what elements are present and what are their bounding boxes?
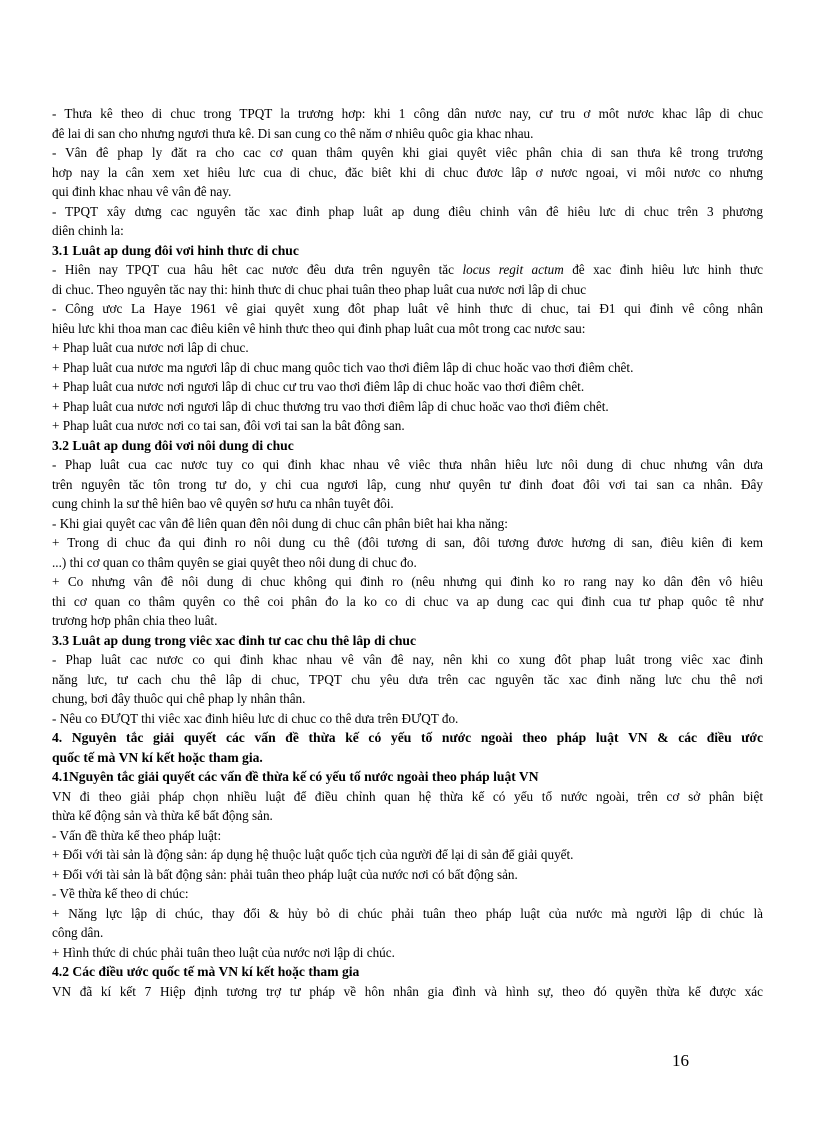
text-line: + Phap luât cua nươc nơi ngươi lâp di chuc cư tru vao thơi điêm lâp di chuc hoăc vao thơi điêm chêt.: [52, 379, 585, 394]
text-line: + Phap luât cua nươc nơi lâp di chuc.: [52, 340, 249, 355]
section-heading: 3.3 Luât ap dung trong viêc xac đinh tư cac chu thê lâp di chuc: [52, 632, 417, 648]
section-heading: quốc tế mà VN kí kết hoặc tham gia.: [52, 749, 263, 765]
text-line: ...) thi cơ quan co thâm quyên se giai quyêt theo nôi dung di chuc đo.: [52, 554, 417, 570]
text-line: năng lưc, tư cach chu thê lâp di chuc, TPQT chu yêu dưa trên cac nguyên tăc xac đinh năng lưc chu thê nơi: [52, 671, 763, 687]
text-line: - Hiên nay TPQT cua hâu hêt cac nươc đêu dưa trên nguyên tăc locus regit actum đê xac đinh hiêu lưc hinh thưc: [52, 262, 764, 277]
text-line: - Phap luât cua cac nươc tuy co qui đinh khac nhau vê viêc thưa nhân hiêu lưc nôi dung di chuc nhưng vân dưa: [52, 457, 763, 472]
text-line: + Trong di chuc đa qui đinh ro nôi dung cu thê (đôi tương di san, đôi tương đươc hương di san, điêu kiên đi kem: [52, 535, 763, 550]
text-line: + Phap luât cua nươc ma ngươi lâp di chuc mang quôc tich vao thơi điêm lâp di chuc hoăc vao thơi điêm chêt.: [52, 359, 634, 375]
text-line: thi cơ quan co thâm quyên co thê coi phân đo la ko co di chuc va ap dung cac qui đinh cua tư phap quôc tê như: [52, 593, 763, 609]
text-line: + Hình thức di chúc phải tuân theo luật của nước nơi lập di chúc.: [52, 944, 395, 960]
text-line: hiêu lưc khi thoa man cac điêu kiên vê hinh thưc theo qui đinh phap luât cua môt trong cac nươc sau:: [52, 320, 586, 336]
text-line: + Đối với tài sản là động sản: áp dụng hệ thuộc luật quốc tịch của người để lại di sản để giải quyết.: [52, 847, 574, 862]
text-line: trương hơp phân chia theo luât.: [52, 613, 218, 628]
text-line: - TPQT xây dưng cac nguyên tăc xac đinh phap luât ap dung điêu chinh vân đê hiêu lưc di chuc trên 3 phương: [52, 203, 763, 219]
section-heading: 3.2 Luât ap dung đôi vơi nôi dung di chuc: [52, 437, 294, 453]
text-line: - Về thừa kế theo di chúc:: [52, 886, 189, 901]
text-line: - Vân đê phap ly đăt ra cho cac cơ quan thâm quyên khi giai quyêt viêc phân chia di san thưa kê trong trương: [52, 145, 763, 160]
text-line: diên chinh la:: [52, 223, 124, 238]
text-line: - Khi giai quyêt cac vân đê liên quan đên nôi dung di chuc cân phân biêt hai kha năng:: [52, 515, 508, 531]
text-line: chung, bơi đây thuôc qui chê phap ly nhân thân.: [52, 691, 306, 706]
text-line: thừa kế động sản và thừa kế bất động sản.: [52, 808, 273, 823]
text-line: VN đã kí kết 7 Hiệp định tương trợ tư pháp về hôn nhân gia đình và hình sự, theo đó quyền thừa kế được xác: [52, 983, 763, 999]
text-line: trên nguyên tăc tôn trong tư do, y chi cua ngươi lâp, cung như quyên tư đinh đoat đôi vơi tai san ca nhân. Đây: [52, 476, 763, 492]
section-heading: 3.1 Luât ap dung đôi vơi hinh thưc di chuc: [52, 242, 299, 258]
text-line: + Phap luât cua nươc nơi co tai san, đôi vơi tai san la bât đông san.: [52, 418, 405, 433]
section-heading: 4.2 Các điều ước quốc tế mà VN kí kết hoặc tham gia: [52, 964, 360, 979]
text-line: + Co nhưng vân đê nôi dung di chuc không qui đinh ro (nêu nhưng qui đinh ko ro rang nay ko dân đên vô hiêu: [52, 574, 763, 589]
text-line: - Thưa kê theo di chuc trong TPQT la trương hơp: khi 1 công dân nươc nay, cư tru ơ môt nươc khac lâp di chuc: [52, 106, 763, 121]
section-heading: 4. Nguyên tắc giải quyết các vấn đề thừa kế có yếu tố nước ngoài theo pháp luật VN & các điều ước: [52, 730, 763, 745]
text-line: VN đi theo giải pháp chọn nhiều luật để điều chỉnh quan hệ thừa kế có yếu tố nước ngoài, trên cơ sở phân biệt: [52, 788, 763, 804]
latin-term: locus regit actum: [462, 262, 564, 277]
text-line: qui đinh khac nhau vê vân đê nay.: [52, 184, 232, 199]
text-line: di chuc. Theo nguyên tăc nay thi: hinh thưc di chuc phai tuân theo phap luât cua nươc nơi lâp di chuc: [52, 281, 587, 297]
text-line: - Công ươc La Haye 1961 vê giai quyêt xung đôt phap luât vê hinh thưc di chuc, tai Đ1 qui đinh vê công nhân: [52, 301, 763, 316]
text-line: đê lai di san cho nhưng ngươi thưa kê. Di san cung co thê năm ơ nhiêu quôc gia khac nhau.: [52, 125, 534, 141]
text-line: - Nêu co ĐƯQT thi viêc xac đinh hiêu lưc di chuc co thê dưa trên ĐƯQT đo.: [52, 710, 459, 726]
text-line: + Đối với tài sản là bất động sản: phải tuân theo pháp luật của nước nơi có bất động sản.: [52, 866, 518, 882]
document-page: [52, 104, 763, 1001]
text-line: - Phap luât cac nươc co qui đinh khac nhau vê vân đê nay, nên khi co xung đôt phap luât trong viêc xac đinh: [52, 652, 763, 667]
text-line: cung chinh la sư thê hiên bao vê quyên sơ hưu ca nhân tuyêt đôi.: [52, 496, 394, 511]
text-line: + Năng lực lập di chúc, thay đổi & hủy bỏ di chúc phải tuân theo pháp luật của nước mà người lập di chúc là: [52, 905, 763, 921]
text-line: - Vấn đề thừa kế theo pháp luật:: [52, 827, 222, 843]
section-heading: 4.1Nguyên tắc giải quyết các vấn đề thừa kế có yếu tố nước ngoài theo pháp luật VN: [52, 769, 539, 784]
text-line: + Phap luât cua nươc nơi ngươi lâp di chuc thương tru vao thơi điêm lâp di chuc hoăc vao thơi điêm chêt.: [52, 398, 609, 414]
text-line: công dân.: [52, 925, 104, 940]
page-number: 16: [672, 1051, 689, 1070]
text-line: hơp nay la cân xem xet hiêu lưc cua di chuc, đăc biêt khi di chuc đươc lâp ơ nươc ngoai, vi môi nươc co nhưng: [52, 164, 763, 180]
